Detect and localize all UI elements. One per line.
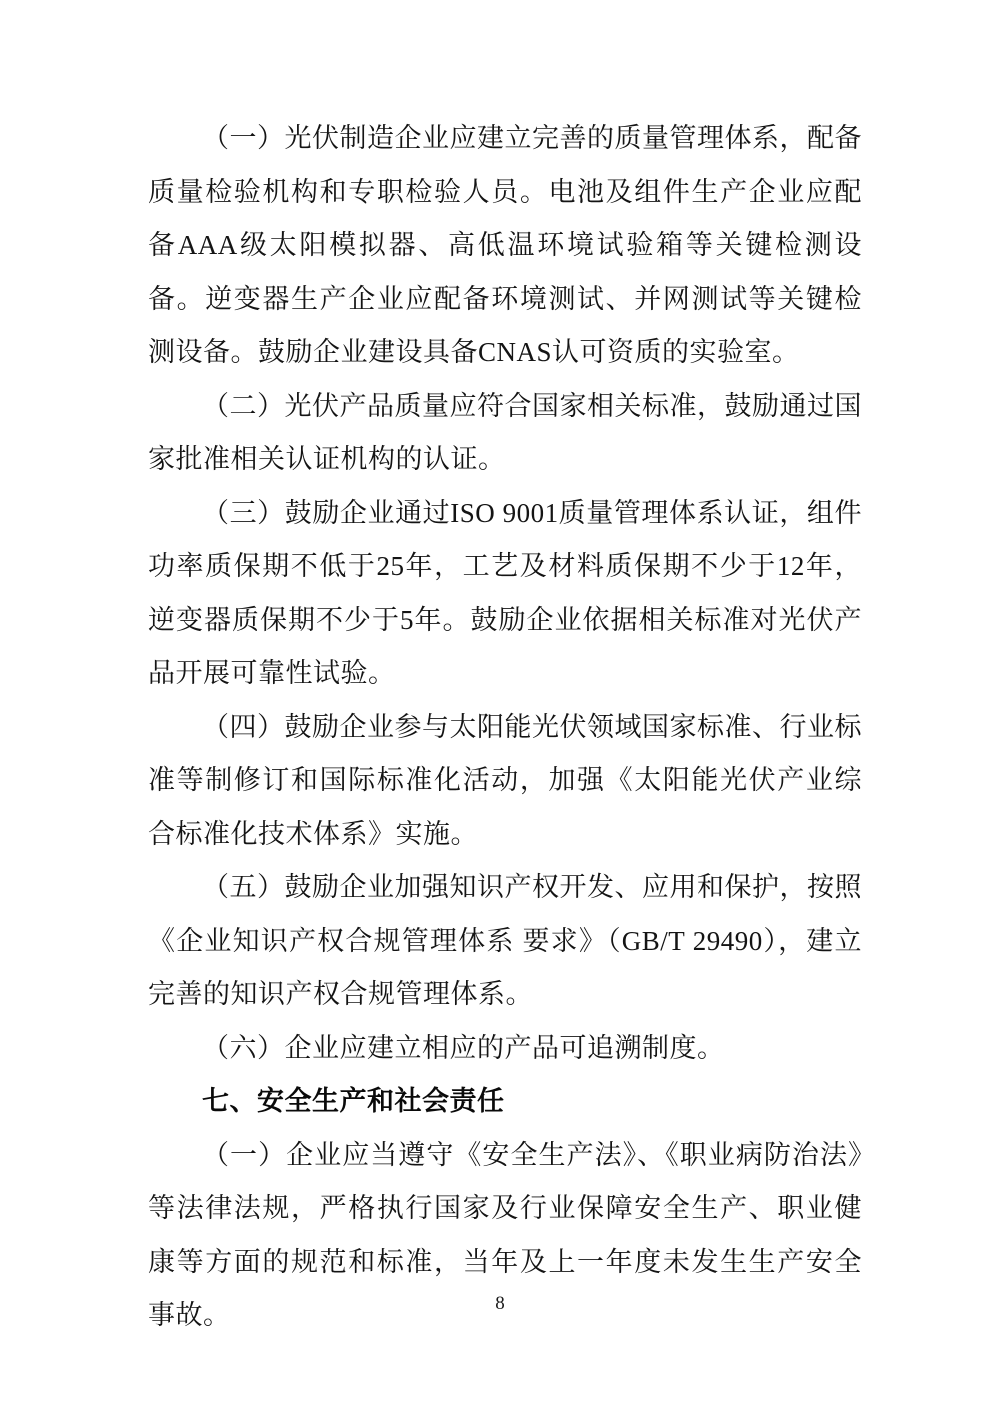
paragraph-traceability: （六）企业应建立相应的产品可追溯制度。 [202,1032,725,1063]
paragraph-iso-certification: （三）鼓励企业通过ISO 9001质量管理体系认证，组件功率质保期不低于25年，工艺及材料质保期不少于12年，逆变器质保期不少于5年。鼓励企业依据相关标准对光伏产品开展可靠性试验。 [148,497,862,688]
paragraph-product-standards: （二）光伏产品质量应符合国家相关标准，鼓励通过国家批准相关认证机构的认证。 [148,390,862,474]
paragraph-intellectual-property: （五）鼓励企业加强知识产权开发、应用和保护，按照《企业知识产权合规管理体系 要求》（GB/T 29490），建立完善的知识产权合规管理体系。 [148,872,862,1009]
paragraph-safety-laws: （一）企业应当遵守《安全生产法》、《职业病防治法》等法律法规，严格执行国家及行业保障安全生产、职业健康等方面的规范和标准，当年及上一年度未发生生产安全事故。 [148,1139,862,1330]
section-heading-safety: 七、安全生产和社会责任 [202,1086,505,1116]
page-number: 8 [495,1293,505,1314]
document-body [148,112,862,1343]
page-footer [0,1293,1000,1315]
paragraph-standardization: （四）鼓励企业参与太阳能光伏领域国家标准、行业标准等制修订和国际标准化活动，加强《太阳能光伏产业综合标准化技术体系》实施。 [148,711,862,849]
paragraph-quality-system: （一）光伏制造企业应建立完善的质量管理体系，配备质量检验机构和专职检验人员。电池及组件生产企业应配备AAA级太阳模拟器、高低温环境试验箱等关键检测设备。逆变器生产企业应配备环境测试、并网测试等关键检测设备。鼓励企业建设具备CNAS认可资质的实验室。 [148,123,862,367]
